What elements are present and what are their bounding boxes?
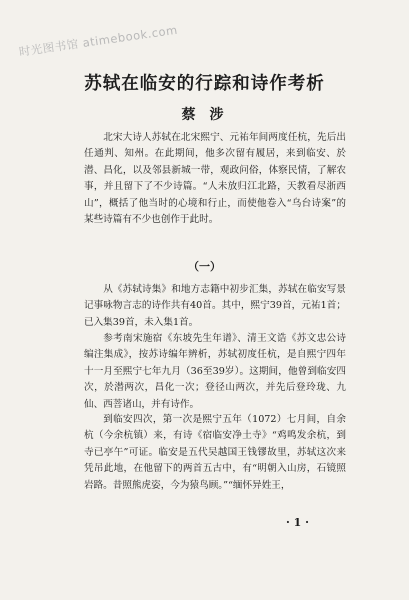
body-paragraph-3: 到临安四次，第一次是熙宁五年（1072）七月间，自余杭（今余杭镇）来，有诗《宿临安净土寺》“鸡鸣发余杭，到寺已亭午”可证。临安是五代吴越国王钱镠故里，苏轼这次来凭吊此地，在他留下的两首五古中，有“明朝入山房，石镜照岩路。昔照熊虎姿，今为猿鸟顾。”“缅怀异姓王， xyxy=(84,414,346,491)
body-paragraph-2: 参考南宋施宿《东坡先生年谱》、清王文诰《苏文忠公诗编注集成》，按苏诗编年辨析，苏轼初度任杭，是自熙宁四年十一月至熙宁七年九月（36至39岁）。这期间，他曾到临安四次，於潜两次，昌化一次；登径山两次，并先后登玲珑、九仙、西菩诸山，并有诗作。 xyxy=(84,333,346,410)
section-marker: （一） xyxy=(188,260,221,273)
page-number: · 1 · xyxy=(286,516,309,529)
intro-paragraph: 北宋大诗人苏轼在北宋熙宁、元祐年间两度任杭，先后出任通判、知州。在此期间，他多次留有履居，来到临安、於潜、昌化，以及邻县新城一带，观政问俗，体察民情，了解农事，并且留下了不少诗篇。“人未放归江北路，天教看尽浙西山”，概括了他当时的心境和行止，而使他卷入“乌台诗案”的某些诗篇有不少也创作于此时。 xyxy=(84,132,346,226)
watermark-text: 时光图书馆 atimebook.com xyxy=(18,22,179,59)
body-paragraph-1: 从《苏轼诗集》和地方志籍中初步汇集，苏轼在临安写景记事咏物言志的诗作共有40首。其中，熙宁39首，元祐1首；已入集39首，未入集1首。 xyxy=(84,284,346,328)
article-title: 苏轼在临安的行踪和诗作考析 xyxy=(84,74,325,94)
author-name: 蔡涉 xyxy=(181,107,238,123)
